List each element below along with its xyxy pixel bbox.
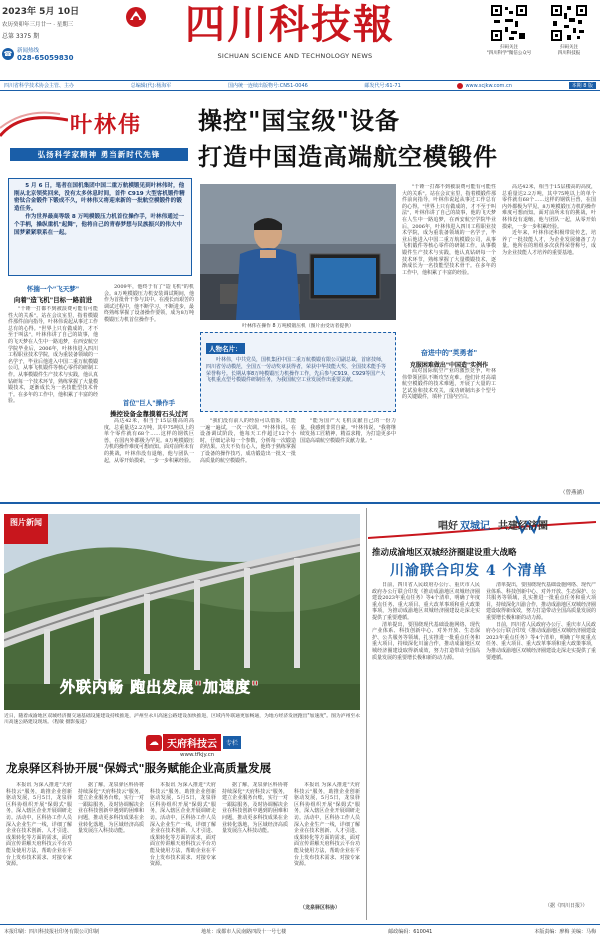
info-bar [0, 80, 600, 91]
cloud-column-5: 本报讯 为深入推进"天府科技云"服务，助推企业创新驱动发展，5月5日，龙泉驿区科协组织开展"保姆式"服务，深入辖区企业开展调研走访。活动中，区科协工作人员深入企业生产一线，详细了解企业在技术创新、人才引进、成果转化等方面的需求，面对面宣传讲解天府科技云平台功能及使用方法，帮助企业在平台上发布技术需求、对接专家资源。 [294, 782, 360, 868]
qr-block-1 [480, 3, 538, 57]
lead-column-4: "能为国产大飞机贡献自己的一份力量，我感到非常自豪。"叶林伟说，"我将继续发扬工匠精神，精益求精，为打造更多中国造高端航空模锻件贡献力量。" [300, 418, 396, 444]
ribbon-decoration [0, 106, 68, 142]
masthead-info [2, 4, 117, 62]
lead-byline: （曾燕涵） [560, 490, 588, 496]
footer [0, 924, 600, 937]
footer-address: 地址：成都市人民南路四段十一号七楼 [201, 928, 287, 935]
photo-news-tag: 图片新闻 [4, 514, 48, 544]
column-divider [366, 508, 367, 920]
chengyu-headline-2: 川渝联合印发 4 个清单 [390, 563, 548, 579]
web-icon [457, 83, 463, 89]
photo-overlay-title: 外联内畅 跑出发展"加速度" [60, 678, 260, 696]
chengyu-byline: （据《四川日报》） [545, 903, 588, 909]
logo-mark [125, 6, 147, 32]
postal-code: 邮发代号:61-71 [364, 83, 401, 89]
cloud-icon: ☁ [146, 735, 162, 751]
profile-text: 叶林伟，中共党员，国机集团中国二重万航模锻有限公司副总裁，首席技师，四川省劳动模范，全国五一劳动奖章获得者，荣获中华技能大奖、全国技术能手等荣誉称号。长期从事8万吨模锻压力机操作工作，先后参与C919、C929等国产大飞机重点型号模锻件研制任务，为我国航空工业发展作出重要贡献。 [206, 357, 387, 384]
cloud-column-2: 据了解，龙泉驿区科协将持续深化"天府科技云"服务，建立企业服务台账，实行一对一跟踪服务，及时协调解决企业在科技创新中遇到的困难和问题，推动更多科技成果在企业转化落地，为区域经济高质量发展注入科技动能。 [78, 782, 144, 835]
banner-mid: 双城记 [460, 521, 490, 532]
sponsor: 四川省科学技术协会主管、主办 [4, 83, 75, 89]
lead-column-5: "千锤一打都不到被浪费可能有可能性大的关系"。站在会议室里，指着模锻件那件前向指导，叶林伟说起从事过工作总有的心得。"世界上只有做成的，才不至于叫法"，叶林伟讲了自己的故事，他的飞天梦在人生中一路追梦，在西安航空学院毕业后，2006年，叶林伟进入四川工程职业技术学院，成为重装备领域的一名学子，毕业后他进入中国二重万航模锻公司，从事飞机锻件等核心零件的研制工作。从事模锻件生产技术与实践，他认真钻研每一个技术环节，熟练掌握了大量模锻技术，逐渐成长为一名技能型技术骨干。在多年的工作中，他积累了丰富的经验。 [402, 184, 496, 276]
issue-date: 2023年 5月 10日 [2, 7, 80, 17]
subhead-1: 怀揣一个"飞天梦" 向着"造飞机"目标一路前进 [13, 285, 93, 304]
person-name: 叶林伟 [70, 112, 143, 138]
lead-photo [200, 184, 396, 320]
profile-box [200, 332, 396, 412]
lead-column-6: 面对国际航空产业的激烈竞争，叶林伟带领团队不断攻坚克难。他们针对高端航空模锻件的技术难题，开展了大量的工艺试验和技术攻关，成功研制出多个型号的关键锻件，填补了国内空白。 [402, 368, 496, 401]
qr-caption-1: 扫码关注 "四川科学"微信公众号 [486, 45, 532, 56]
cloud-column-4: 据了解，龙泉驿区科协将持续深化"天府科技云"服务，建立企业服务台账，实行一对一跟踪服务，及时协调解决企业在科技创新中遇到的困难和问题，推动更多科技成果在企业转化落地，为区域经济高质量发展注入科技动能。 [222, 782, 288, 835]
lead-intro: 5 月 6 日，笔者在国机集团中国二重万航模锻见到叶林伟时，他刚从北京领奖回来，没有太多休息时间，首件 C919 大型客机锻件精密钛合金锻件下锻成不久，叶林伟又将迎来新的一批航空模锻件的锻造任务。 [14, 183, 185, 212]
lead-headline-1: 操控"国宝级"设备 [198, 106, 401, 135]
cn-number: 国内统一连续出版物号:CN51-0046 [228, 83, 308, 89]
cloud-byline: （龙泉驿区科协） [300, 905, 341, 911]
chengyu-column-1: 日前，四川省人民政府办公厅、重庆市人民政府办公厅联合印发《推动成渝地区双城经济圈建设2023年重点任务》等4个清单，明确了年度重点任务、重大项目、重大改革事项和重大政策事项，为推动成渝地区双城经济圈建设走深走实提供了重要遵循。 清单提出，要围绕现代基础设施网络、现代产业体系、科技创新中心、对外开放、生态保护、公共服务等领域，扎实推进一批重点任务和重大项目，持续深化川渝合作，推动成渝地区双城经济圈建设取得新成效，努力打造带动全国高质量发展的重要增长极和新的动力源。 [372, 582, 480, 661]
lead-column-2b: 高达42米，相当于15层楼高的高度，总重量达2.2万吨，其中75吨以上的单个零件就有68个……这样的钢铁巨兽，在国内外都极为罕见。8万吨模锻压力机的操作难度可想而知。面对前所未有的挑战，叶林伟没有退缩，他与团队一起，从零开始摸索，一步一步积累经验。 [104, 418, 194, 464]
cloud-column-3: 本报讯 为深入推进"天府科技云"服务，助推企业创新驱动发展，5月5日，龙泉驿区科协组织开展"保姆式"服务，深入辖区企业开展调研走访。活动中，区科协工作人员深入企业生产一线，详细了解企业在技术创新、人才引进、成果转化等方面的需求，面对面宣传讲解天府科技云平台功能及使用方法，帮助企业在平台上发布技术需求、对接专家资源。 [150, 782, 216, 868]
issue-number: 总第 3375 期 [2, 33, 40, 40]
qr-block-2 [540, 3, 598, 57]
photo-caption: 叶林伟在操作 8 万吨模锻压机（图片由受访者提供） [242, 324, 354, 329]
lead-column-1: "千锤一打都不到被浪费可能有可能性大的关系"。站在会议室里，指着模锻件那件前向指导，叶林伟说起从事过工作总有的心得。"世界上只有做成的，才不至于叫法"，叶林伟讲了自己的故事，他的飞天梦在人生中一路追梦，在西安航空学院毕业后，2006年，叶林伟进入四川工程职业技术学院，成为重装备领域的一名学子，毕业后他进入中国二重万航模锻公司，从事飞机锻件等核心零件的研制工作。从事模锻件生产技术与实践，他认真钻研每一个技术环节，熟练掌握了大量模锻技术，逐渐成长为一名技能型技术骨干。在多年的工作中，他积累了丰富的经验。 [8, 306, 98, 405]
section-divider [0, 502, 600, 504]
banner-right: 共建经济圈 [498, 521, 548, 532]
qr-caption-2: 扫码关注 四川科技报 [557, 45, 581, 56]
banner-left: 唱好 [438, 521, 458, 532]
profile-title: 人物名片： [206, 343, 245, 354]
cloud-headline: 龙泉驿区科协开展"保姆式"服务赋能企业高质量发展 [6, 761, 271, 775]
phone-icon: ☎ [3, 50, 13, 58]
slogan-banner: 弘扬科学家精神 勇当新时代先锋 [10, 148, 188, 161]
lead-headline-2: 打造中国造高端航空模锻件 [198, 142, 498, 171]
footer-printer: 本报印刷：四川科技报社印务有限公司印制 [4, 928, 100, 935]
column-tag: 专栏 [223, 736, 241, 749]
subhead-2: 首位"巨人"操作手 操控设备金靠摸着石头过河 [110, 399, 188, 418]
newspaper-title-en: SICHUAN SCIENCE AND TECHNOLOGY NEWS [217, 52, 373, 60]
chengyu-column-2: 清单提出，要围绕现代基础设施网络、现代产业体系、科技创新中心、对外开放、生态保护、公共服务等领域，扎实推进一批重点任务和重大项目，持续深化川渝合作，推动成渝地区双城经济圈建设取得新成效，努力打造带动全国高质量发展的重要增长极和新的动力源。 日前，四川省人民政府办公厅、重庆市人民政府办公厅联合印发《推动成渝地区双城经济圈建设2023年重点任务》等4个清单，明确了年度重点任务、重大项目、重大改革事项和重大政策事项，为推动成渝地区双城经济圈建设走深走实提供了重要遵循。 [486, 582, 596, 661]
lunar-date: 农历癸卯年三月廿一 · 星期三 [2, 22, 74, 28]
qr-code-icon [489, 3, 529, 43]
subhead-3: 奋进中的"英勇者" 克服困难做出"中国造"实例作 [409, 349, 489, 369]
footer-editors: 本版责编：廖梅 美编：马梅 [534, 928, 596, 935]
lead-column-2: 2009年，他终于有了"造飞机"的机会。8万吨模锻压力机安装调试期间，他作为首批骨干参与其中。在漫长而艰苦的调试过程中，他不断学习、不断进步，最终熟练掌握了设备操作要领，成为8万吨模锻压力机首位操作手。 [104, 284, 194, 323]
lead-column-3: "我们没有前人的经验可以借鉴，只能一遍一遍试，一次一次调。"叶林伟说。在设备调试阶段，他每天工作超过12个小时，仔细记录每一个参数，分析每一次锻造的结果。功夫不负有心人，他终于熟练掌握了设备的操作技巧，成功锻造出一批又一批高质量的航空模锻件。 [200, 418, 296, 464]
lead-column-7: 高达42米，相当于15层楼高的高度，总重量达2.2万吨，其中75吨以上的单个零件就有68个……这样的钢铁巨兽，在国内外都极为罕见。8万吨模锻压力机的操作难度可想而知。面对前所未有的挑战，叶林伟没有退缩，他与团队一起，从零开始摸索，一步一步积累经验。 近年来，叶林伟还积极带徒传艺，培养了一批技能人才，为企业发展储备了力量。他所在的班组多次获得荣誉称号，成为企业技能人才培养的重要基地。 [502, 184, 596, 256]
chengyu-banner [368, 512, 596, 542]
hotline-label: 新闻热线 [17, 48, 40, 54]
chief-editor: 总编辑(代):杨海军 [130, 83, 172, 89]
lead-intro-2: 作为世界最高等级 8 万吨模锻压力机首位操作手，叶林伟通过一个手柄，操纵重机"起舞"，他将自己的青春梦想与民族振兴的伟大中国梦紧紧联系在一起。 [14, 214, 185, 236]
newspaper-title: 四川科技報 [185, 1, 395, 48]
lead-intro-box [8, 178, 192, 276]
cloud-url[interactable]: www.tfkjy.cn [180, 752, 215, 758]
chengyu-headline-1: 推动成渝地区双城经济圈建设重大战略 [372, 548, 517, 558]
qr-code-icon [549, 3, 589, 43]
website[interactable]: www.scjkw.com.cn [465, 82, 512, 89]
cloud-column-1: 本报讯 为深入推进"天府科技云"服务，助推企业创新驱动发展，5月5日，龙泉驿区科协组织开展"保姆式"服务，深入辖区企业开展调研走访。活动中，区科协工作人员深入企业生产一线，详细了解企业在技术创新、人才引进、成果转化等方面的需求，面对面宣传讲解天府科技云平台功能及使用方法，帮助企业在平台上发布技术需求、对接专家资源。 [6, 782, 72, 868]
hotline-number: 028-65059830 [17, 54, 74, 62]
page-count: 本期 8 版 [569, 82, 596, 89]
footer-postcode: 邮政编码：610041 [388, 928, 433, 935]
photo-story-caption: 近日，随着成渝地区双城经济圈交通基础设施建设持续推进，泸州至永川高速公路建设加快推进，区域内外联通更加畅通，为地方经济发展跑出"加速度"。图为泸州至永川高速公路建设现场。（程敏 摄影报道） [4, 714, 360, 726]
cloud-logo-text: 天府科技云 [163, 734, 221, 751]
cloud-logo [146, 734, 241, 751]
